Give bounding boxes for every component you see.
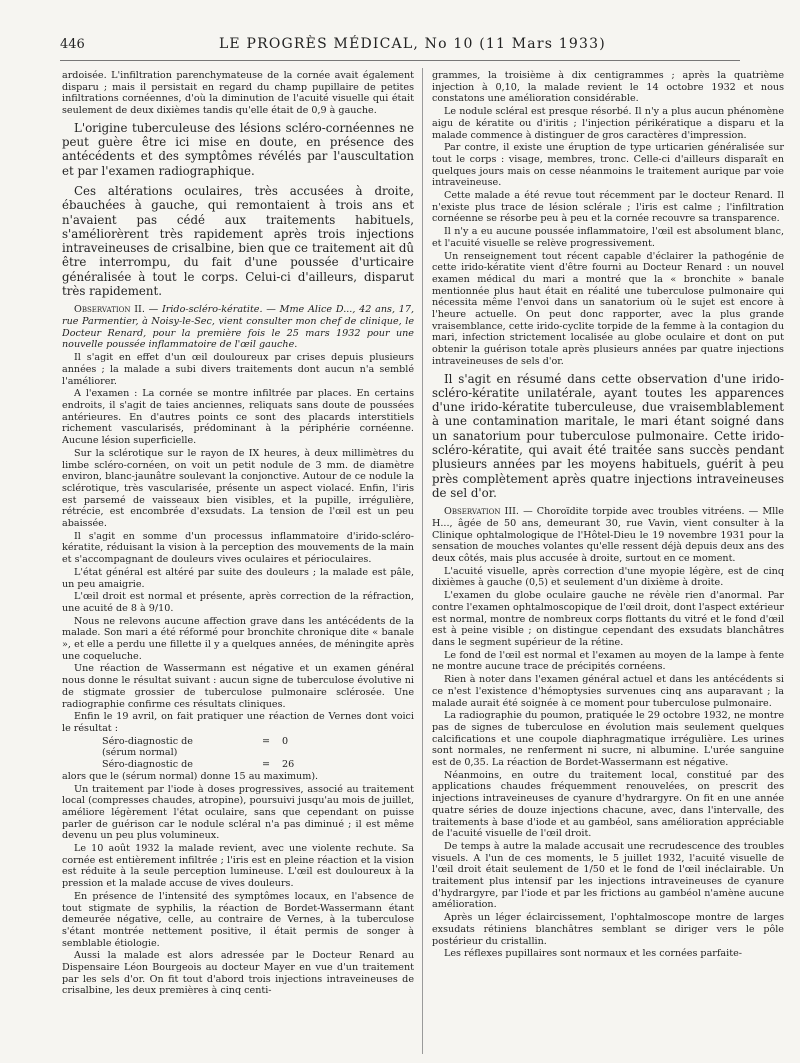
running-header — [60, 36, 740, 61]
observation-3-paragraph — [432, 506, 784, 565]
paragraph: Les réflexes pupillaires sont normaux et les cornées parfaite- — [444, 948, 742, 960]
paragraph: alors que le (sérum normal) donne 15 au maximum). — [62, 770, 319, 782]
paragraph: Le nodule scléral est presque résorbé. Il n'y a plus aucun phénomène aigu de kératite ou d'iritis ; l'injection périkératique a disparu et la malade commence à distinguer de gros caractères d'impression. — [432, 106, 784, 141]
paragraph: L'acuité visuelle, après correction d'une myopie légère, est de cinq dixièmes à gauche (0,5) et seulement d'un dixième à droite. — [432, 565, 784, 589]
paragraph: Un traitement par l'iode à doses progressives, associé au traitement local (compresses chaudes, atropine), poursuivi jusqu'au mois de juillet, améliore légèrement l'état oculaire, sans que cependant on puisse parler de guérison car le nodule scléral n'a pas diminué ; il est même devenu un peu plus volumineux. — [62, 783, 414, 842]
column-divider — [422, 68, 423, 1054]
paragraph: L'examen du globe oculaire gauche ne révèle rien d'anormal. Par contre l'examen ophtalmoscopique de l'œil droit, dont l'aspect extérieur est normal, montre de nombreux corps flottants du vitré et le fond d'œil est à peine visible ; on distingue cependant des exsudats blanchâtres dans le segment supérieur de la rétine. — [432, 590, 784, 648]
observation-3-label: Observation III. — [444, 506, 519, 518]
paragraph: Il s'agit en somme d'un processus inflammatoire d'irido-scléro-kératite, réduisant la vision à la perception des mouvements de la main et s'accompagnant de douleurs vives oculaires et périoculaires. — [62, 530, 414, 566]
paragraph: Une réaction de Wassermann est négative et un examen général nous donne le résultat suivant : aucun signe de tuberculose évolutive ni de stigmate grossier de tuberculose pulmonaire sclérosée. Une radiographie confirme ces résultats cliniques. — [62, 663, 414, 710]
formula-eq: = — [262, 759, 271, 771]
journal-title: LE PROGRÈS MÉDICAL, No 10 (11 Mars 1933) — [218, 36, 606, 52]
paragraph: L'œil droit est normal et présente, après correction de la réfraction, une acuité de 8 à 9/10. — [62, 591, 414, 614]
paragraph: L'origine tuberculeuse des lésions scléro-cornéennes ne peut guère être ici mise en doute, en présence des antécédents et des symptômes révélés par l'auscultation et par l'examen radiographique. — [62, 120, 414, 178]
paragraph: Nous ne relevons aucune affection grave dans les antécédents de la malade. Son mari a été réformé pour bronchite chronique dite « banale », et elle a perdu une fillette il y a quelques années, de méningite après une coqueluche. — [62, 615, 414, 662]
formula-value: 0 — [282, 735, 289, 747]
formula-label: Séro-diagnostic de — [102, 759, 193, 771]
right-column — [432, 70, 784, 1055]
paragraph: De temps à autre la malade accusait une recrudescence des troubles visuels. A l'un de ces moments, le 5 juillet 1932, l'acuité visuelle de l'œil droit était seulement de 1/50 et le fond de l'œil inéclairable. Un traitement plus intensif par les injections intraveineuses de cyanure d'hydrargyre, par l'iode et par les frictions au gambéol n'amène aucune amélioration. — [432, 840, 784, 911]
vernes-result — [62, 736, 414, 771]
paragraph: A l'examen : La cornée se montre infiltrée par places. En certains endroits, il s'agit de taies anciennes, reliquats sans doute de poussées antérieures. En d'autres points ce sont des placards interstitiels richement vascularisés, prédominant à la périphérie cornéenne. Aucune lésion superficielle. — [62, 388, 414, 447]
paragraph: Le 10 août 1932 la malade revient, avec une violente rechute. Sa cornée est entièrement infiltrée ; l'iris est en pleine réaction et la vision est réduite à la seule perception lumineuse. L'œil est douloureux à la pression et la malade accuse de vives douleurs. — [62, 843, 414, 890]
paragraph: Un renseignement tout récent capable d'éclairer la pathogénie de cette irido-kératite vient d'être fourni au Docteur Renard : un nouvel examen médical du mari a montré que la « bronchite » banale mentionnée plus haut était en réalité une tuberculose pulmonaire qui nécessita même l'envoi dans un sanatorium où le sujet est encore à l'heure actuelle. On peut donc rapporter, avec la plus grande vraisemblance, cette irido-cyclite torpide de la femme à la contagion du mari, infection strictement localisée au globe oculaire et dont on put obtenir la guérison totale après plusieurs années par quatre injections intraveineuses de sels d'or. — [432, 250, 784, 367]
paragraph: Enfin le 19 avril, on fait pratiquer une réaction de Vernes dont voici le résultat : — [62, 711, 414, 734]
paragraph: grammes, la troisième à dix centigrammes ; après la quatrième injection à 0,10, la malade revient le 14 octobre 1932 et nous constatons une amélioration considérable. — [432, 70, 784, 105]
paragraph: Après un léger éclaircissement, l'ophtalmoscope montre de larges exsudats rétiniens blanchâtres semblant se diriger vers le pôle postérieur du cristallin. — [432, 912, 784, 947]
paragraph: En présence de l'intensité des symptômes locaux, en l'absence de tout stigmate de syphilis, la réaction de Bordet-Wassermann étant demeurée négative, celle, au contraire de Vernes, à la tuberculose s'étant montrée nettement positive, il était permis de songer à semblable étiologie. — [62, 890, 414, 949]
observation-2-paragraph — [62, 304, 414, 351]
paragraph: Le fond de l'œil est normal et l'examen au moyen de la lampe à fente ne montre aucune trace de précipités cornéens. — [432, 649, 784, 673]
formula-label: Séro-diagnostic de — [102, 735, 193, 747]
paragraph: Sur la sclérotique sur le rayon de IX heures, à deux millimètres du limbe scléro-cornéen, on voit un petit nodule de 3 mm. de diamètre environ, blanc-jaunâtre soulevant la conjonctive. Autour de ce nodule la sclérotique, très vascularisée, présente un aspect violacé. Enfin, l'iris est parsemé de vaisseaux bien visibles, et la pupille, irrégulière, rétrécie, est encombrée d'exsudats. La tension de l'œil est un peu abaissée. — [62, 447, 414, 530]
formula-value: 26 — [282, 759, 295, 771]
left-column — [62, 70, 414, 1055]
paragraph: ardoisée. L'infiltration parenchymateuse de la cornée avait également disparu ; mais il persistait en regard du champ pupillaire de petites infiltrations cornéennes, d'où la diminution de l'acuité visuelle qui était seulement de deux dixièmes tandis qu'elle était de 0,9 à gauche. — [62, 70, 414, 117]
paragraph: Il s'agit en résumé dans cette observation d'une irido-scléro-kératite unilatérale, ayant toutes les apparences d'une irido-kératite tuberculeuse, due vraisemblablement à une contamination maritale, le mari étant soigné dans un sanatorium pour tuberculose pulmonaire. Cette irido-scléro-kératite, qui avait été traitée sans succès pendant plusieurs années par les moyens habituels, guérit à peu près complètement après quatre injections intraveineuses de sel d'or. — [432, 371, 784, 500]
paragraph: Il n'y a eu aucune poussée inflammatoire, l'œil est absolument blanc, et l'acuité visuelle se relève progressivement. — [432, 226, 784, 249]
observation-2-label: Observation II. — [74, 304, 145, 316]
paragraph: Il s'agit en effet d'un œil douloureux par crises depuis plusieurs années ; la malade a subi divers traitements dont aucun n'a semblé l'améliorer. — [62, 352, 414, 387]
paragraph: Par contre, il existe une éruption de type urticarien généralisée sur tout le corps : visage, membres, tronc. Celle-ci d'ailleurs disparaît en quelques jours mais on cesse néanmoins le traitement aurique par voie intraveineuse. — [432, 142, 784, 189]
formula-eq: = — [262, 735, 271, 747]
paragraph: Néanmoins, en outre du traitement local, constitué par des applications chaudes fréquemment renouvelées, on prescrit des injections intraveineuses de cyanure d'hydrargyre. On fit en une année quatre séries de douze injections chacune, avec, dans l'intervalle, des traitements à base d'iode et au gambéol, sans amélioration appréciable de l'acuité visuelle de l'œil droit. — [432, 769, 784, 840]
paragraph: Rien à noter dans l'examen général actuel et dans les antécédents si ce n'est l'existence d'hémoptysies survenues cinq ans auparavant ; la malade aurait été soignée à ce moment pour tuberculose pulmonaire. — [432, 674, 784, 709]
formula-label: (sérum normal) — [102, 747, 178, 759]
observation-2-text: — Irido-scléro-kératite. — Mme Alice D..., 42 ans, 17, rue Parmentier, à Noisy-le-Sec, vient consulter mon chef de clinique, le Docteur Renard, pour la première fois le 25 mars 1932 pour une nouvelle poussée inflammatoire de l'œil gauche. — [62, 304, 414, 351]
paragraph: La radiographie du poumon, pratiquée le 29 octobre 1932, ne montre pas de signes de tuberculose en évolution mais seulement quelques calcifications et une coupole diaphragmatique irrégulière. Les urines sont normales, ne renferment ni sucre, ni albumine. L'urée sanguine est de 0,35. La réaction de Bordet-Wassermann est négative. — [432, 710, 784, 769]
paragraph: L'état général est altéré par suite des douleurs ; la malade est pâle, un peu amaigrie. — [62, 566, 414, 590]
paragraph: Aussi la malade est alors adressée par le Docteur Renard au Dispensaire Léon Bourgeois au docteur Mayer en vue d'un traitement par les sels d'or. On fit tout d'abord trois injections intraveineuses de crisalbine, les deux premières à cinq centi- — [62, 950, 414, 997]
observation-3-text: — Choroïdite torpide avec troubles vitréens. — Mlle H..., âgée de 50 ans, demeurant 30, rue Vavin, vient consulter à la Clinique ophtalmologique de l'Hôtel-Dieu le 19 novembre 1931 pour la sensation de mouches volantes qu'elle ressent déjà depuis deux ans des deux côtés, mais plus accusée à droite, surtout en ce moment. — [432, 506, 784, 565]
page-number: 446 — [60, 37, 85, 52]
paragraph: Cette malade a été revue tout récemment par le docteur Renard. Il n'existe plus trace de lésion sclérale ; l'iris est calme ; l'infiltration cornéenne se résorbe peu à peu et la cornée recouvre sa transparence. — [432, 190, 784, 225]
paragraph: Ces altérations oculaires, très accusées à droite, ébauchées à gauche, qui remontaient à trois ans et n'avaient pas cédé aux traitements habituels, s'améliorèrent très rapidement après trois injections intraveineuses de crisalbine, bien que ce traitement ait dû être interrompu, du fait d'une poussée d'urticaire généralisée à tout le corps. Celui-ci d'ailleurs, disparut très rapidement. — [62, 184, 414, 299]
